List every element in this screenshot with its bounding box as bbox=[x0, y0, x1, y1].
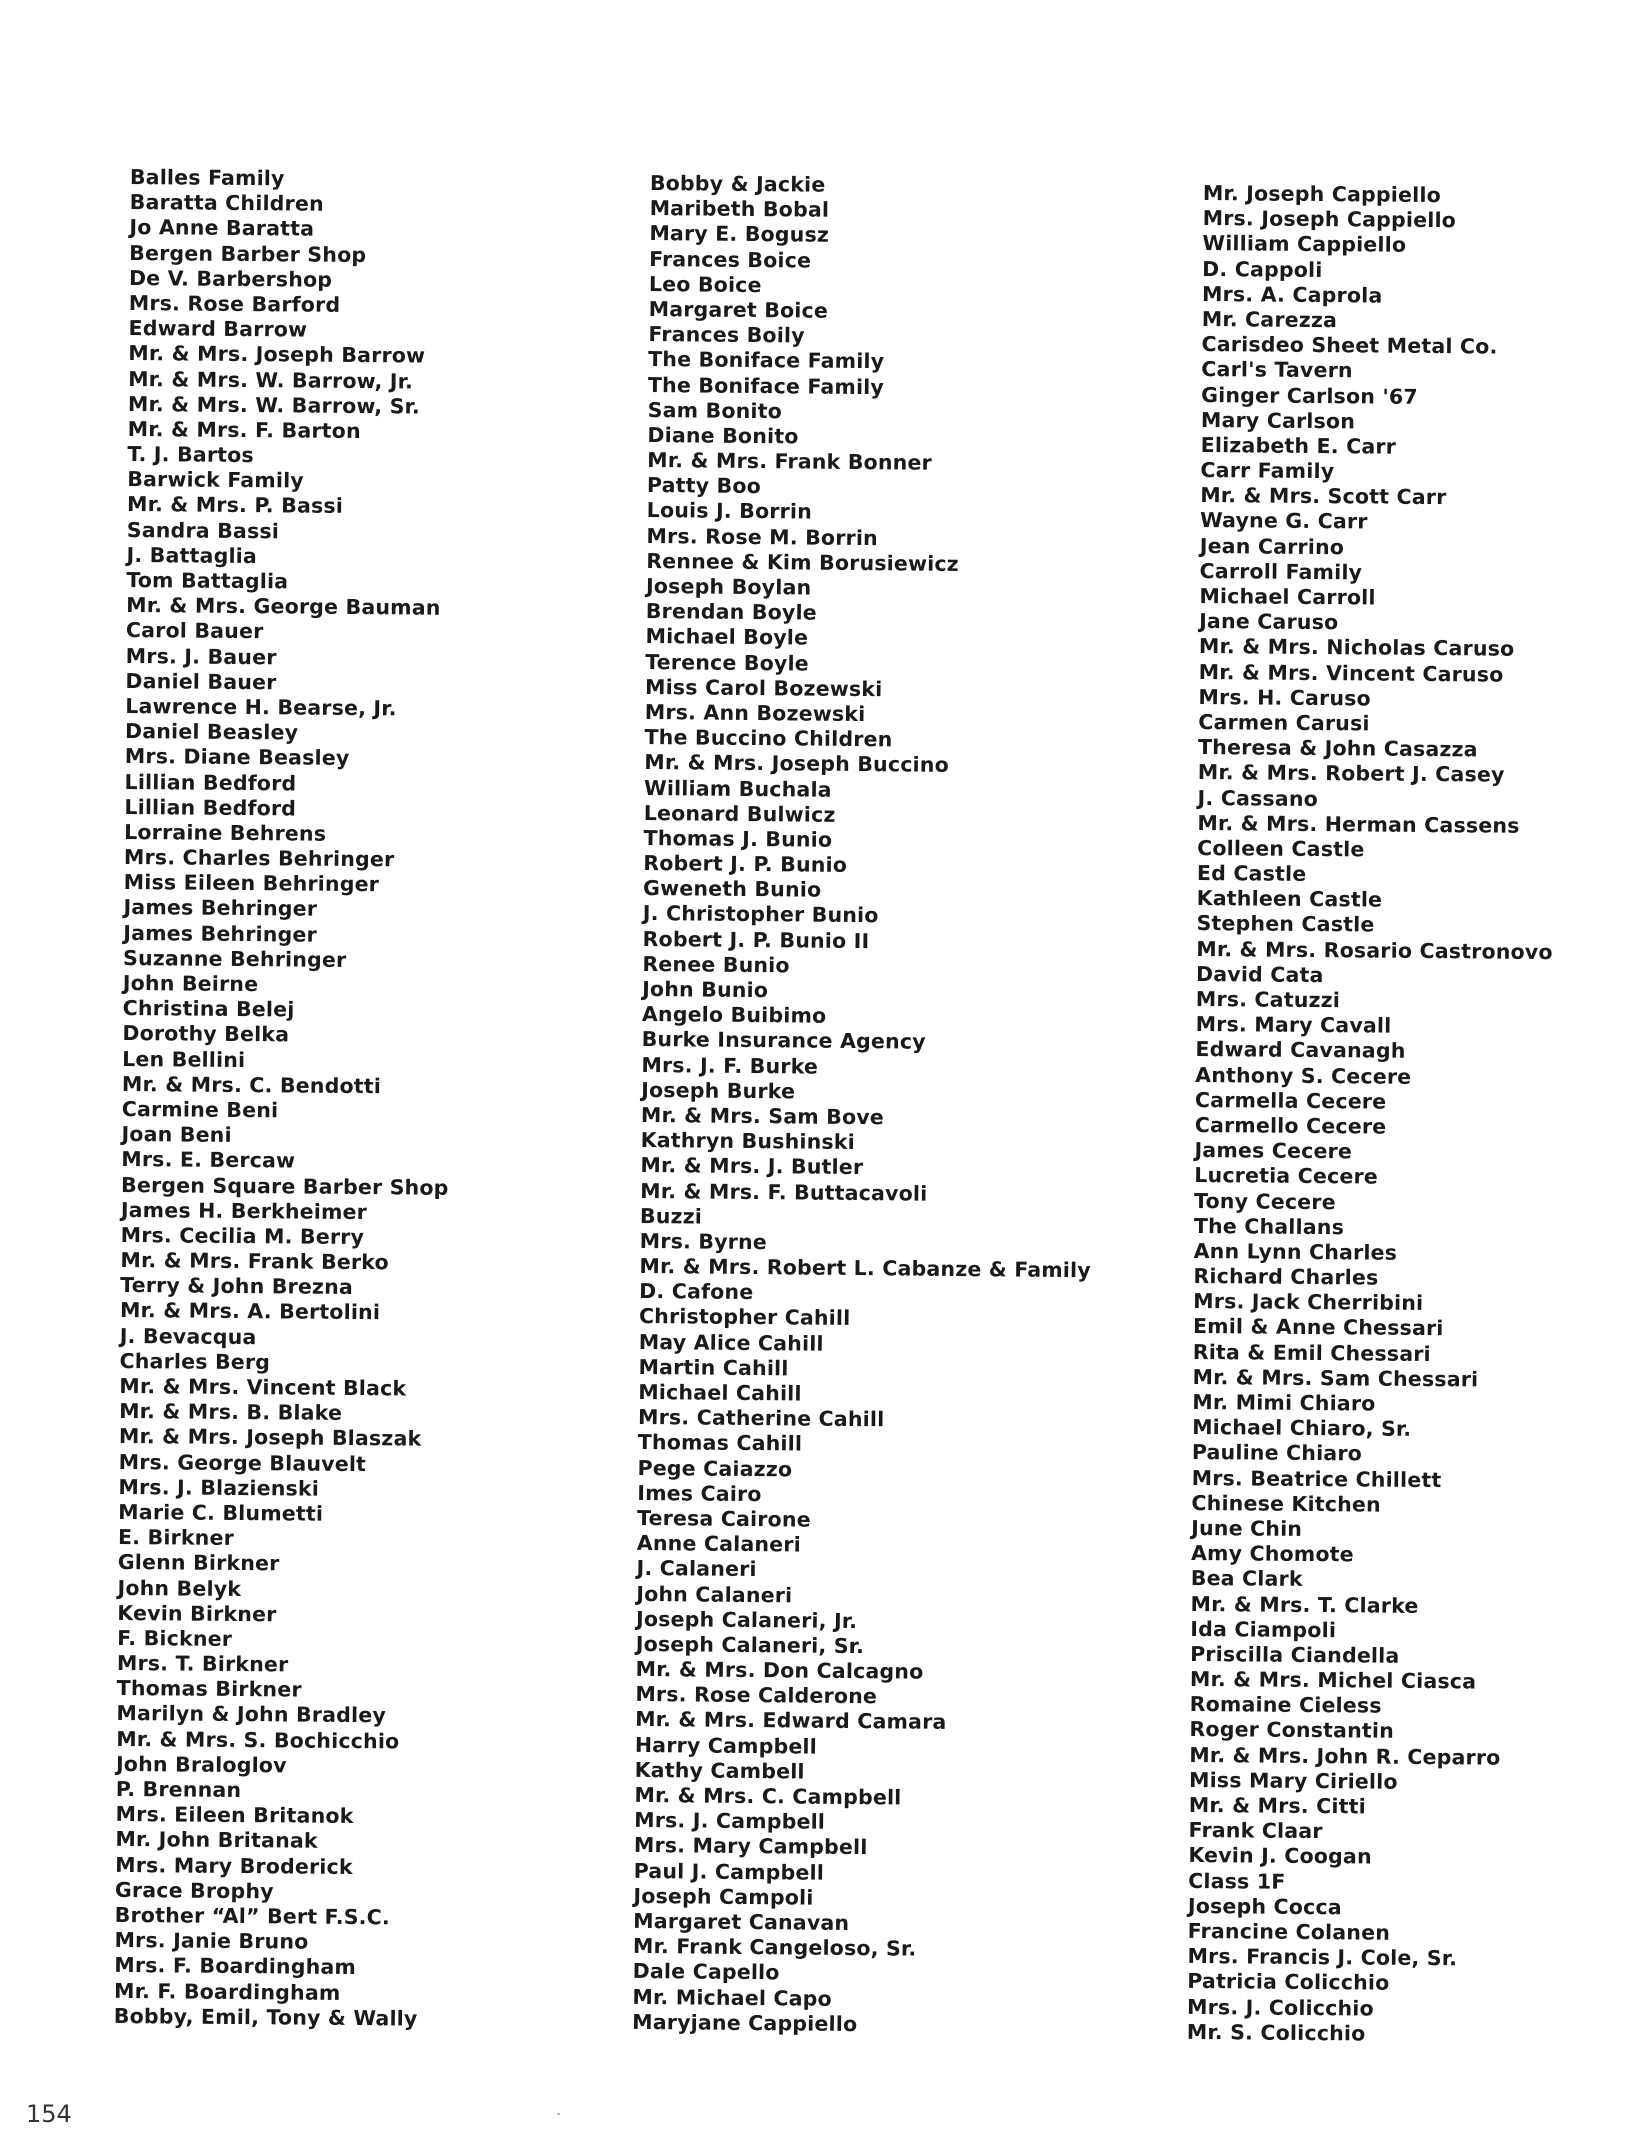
donor-name: Mary E. Bogusz bbox=[649, 221, 830, 248]
donor-name: John Belyk bbox=[117, 1575, 242, 1601]
donor-name: Mr. & Mrs. P. Bassi bbox=[126, 492, 344, 519]
donor-name: Priscilla Ciandella bbox=[1190, 1641, 1400, 1668]
donor-name: Harry Campbell bbox=[634, 1732, 818, 1759]
donor-name: Joseph Calaneri, Sr. bbox=[635, 1631, 865, 1658]
donor-name: Mr. & Mrs. Don Calcagno bbox=[635, 1656, 924, 1684]
donor-name: Mr. & Mrs. C. Bendotti bbox=[121, 1071, 382, 1098]
donor-name: Mr. & Mrs. Joseph Blaszak bbox=[118, 1424, 422, 1451]
donor-name: Terence Boyle bbox=[645, 649, 809, 676]
donor-name: Mr. & Mrs. Scott Carr bbox=[1200, 483, 1447, 510]
donor-name: Maryjane Cappiello bbox=[632, 2009, 858, 2036]
donor-name: De V. Barbershop bbox=[128, 265, 333, 292]
donor-name: Ed Castle bbox=[1196, 861, 1307, 886]
donor-name: Mr. & Mrs. S. Bochicchio bbox=[116, 1726, 400, 1754]
donor-name: Miss Carol Bozewski bbox=[644, 674, 883, 702]
donor-name: Mrs. Francis J. Cole, Sr. bbox=[1187, 1944, 1458, 1971]
donor-name: Mr. Frank Cangeloso, Sr. bbox=[632, 1934, 917, 1961]
donor-name: Frances Boice bbox=[649, 246, 812, 273]
donor-name: Mrs. E. Bercaw bbox=[121, 1147, 296, 1173]
donor-name: Imes Cairo bbox=[637, 1480, 762, 1506]
scan-speck bbox=[557, 2113, 560, 2115]
donor-name: Amy Chomote bbox=[1190, 1541, 1354, 1567]
donor-name: James Behringer bbox=[123, 920, 318, 947]
donor-name: Mrs. Janie Bruno bbox=[114, 1928, 309, 1954]
donor-name: Lawrence H. Bearse, Jr. bbox=[125, 693, 397, 721]
donor-name: Lillian Bedford bbox=[124, 769, 297, 795]
donor-name: Ann Lynn Charles bbox=[1193, 1238, 1398, 1265]
donor-name: Buzzi bbox=[639, 1203, 703, 1229]
donor-name: Michael Cahill bbox=[638, 1379, 802, 1406]
donor-name: Theresa & John Casazza bbox=[1197, 735, 1478, 762]
donor-name: P. Brennan bbox=[115, 1776, 242, 1803]
page-number: 154 bbox=[26, 2100, 72, 2128]
donor-name: Mr. & Mrs. Frank Berko bbox=[120, 1248, 389, 1275]
donor-name: J. Calaneri bbox=[636, 1556, 757, 1582]
donor-name: Thomas Cahill bbox=[637, 1430, 803, 1456]
donor-name: Mrs. Ann Bozewski bbox=[644, 699, 866, 727]
donor-name: Mr. & Mrs. Rosario Castronovo bbox=[1196, 936, 1553, 964]
donor-name: William Cappiello bbox=[1202, 231, 1407, 258]
donor-name: Mrs. Mary Campbell bbox=[633, 1833, 868, 1860]
donor-name: Mr. John Britanak bbox=[115, 1827, 318, 1854]
donor-name: Christopher Cahill bbox=[638, 1304, 851, 1331]
donor-name: Ida Ciampoli bbox=[1190, 1616, 1337, 1642]
donor-name: Dale Capello bbox=[632, 1959, 780, 1985]
donor-name: D. Cafone bbox=[639, 1279, 754, 1305]
donor-name: Leo Boice bbox=[648, 271, 762, 297]
donor-name: Thomas Birkner bbox=[116, 1676, 302, 1702]
donor-name: Mr. & Mrs. Michel Ciasca bbox=[1189, 1667, 1477, 1694]
donor-name: Miss Eileen Behringer bbox=[123, 870, 380, 897]
donor-name: Mrs. Diane Beasley bbox=[124, 744, 350, 771]
donor-name: James Behringer bbox=[123, 895, 318, 922]
donor-name: Patty Boo bbox=[646, 473, 762, 499]
donor-name: James H. Berkheimer bbox=[120, 1197, 368, 1224]
donor-name: The Boniface Family bbox=[647, 372, 885, 399]
donor-name: Joseph Cocca bbox=[1187, 1893, 1342, 1920]
donor-name: Diane Bonito bbox=[647, 422, 799, 449]
donor-name: Chinese Kitchen bbox=[1191, 1490, 1381, 1517]
donor-name: Class 1F bbox=[1188, 1868, 1286, 1894]
donor-name: Mr. & Mrs. W. Barrow, Sr. bbox=[127, 391, 421, 419]
donor-name: Michael Boyle bbox=[645, 624, 809, 650]
donor-name: Carmella Cecere bbox=[1194, 1087, 1387, 1114]
donor-name: Roger Constantin bbox=[1189, 1717, 1395, 1744]
donor-name: Balles Family bbox=[129, 165, 285, 191]
donor-name: Burke Insurance Agency bbox=[641, 1027, 926, 1055]
donor-name: Martin Cahill bbox=[638, 1354, 789, 1381]
donor-name: The Buccino Children bbox=[644, 725, 893, 752]
donor-name: Jean Carrino bbox=[1199, 533, 1345, 559]
donor-name: Mrs. Joseph Cappiello bbox=[1202, 206, 1457, 233]
donor-name: Christina Belej bbox=[122, 996, 295, 1022]
donor-name: Mr. & Mrs. Nicholas Caruso bbox=[1198, 634, 1515, 662]
donor-name: Terry & John Brezna bbox=[120, 1273, 354, 1300]
donor-name: Bergen Square Barber Shop bbox=[120, 1172, 449, 1200]
donor-name: Kathy Cambell bbox=[634, 1757, 805, 1784]
donor-name: Emil & Anne Chessari bbox=[1192, 1314, 1444, 1341]
donor-name: F. Bickner bbox=[117, 1625, 233, 1651]
donor-name: Mrs. Beatrice Chillett bbox=[1191, 1465, 1442, 1492]
donor-name: Marilyn & John Bradley bbox=[116, 1701, 387, 1728]
donor-name: Mr. S. Colicchio bbox=[1186, 2019, 1366, 2046]
donor-name: Mrs. Mary Broderick bbox=[115, 1852, 353, 1879]
donor-name: Mrs. Rose Calderone bbox=[635, 1682, 878, 1709]
donor-name: Mr. & Mrs. F. Barton bbox=[127, 416, 361, 443]
donor-name: Joseph Calaneri, Jr. bbox=[635, 1606, 858, 1633]
donor-name: Dorothy Belka bbox=[122, 1021, 290, 1047]
donor-name: Baratta Children bbox=[129, 190, 324, 216]
donor-name: T. J. Bartos bbox=[127, 442, 254, 468]
donor-name: Mrs. H. Caruso bbox=[1198, 684, 1371, 711]
donor-name: Carmine Beni bbox=[121, 1096, 279, 1123]
donor-name: The Boniface Family bbox=[648, 347, 885, 374]
donor-name: Kevin J. Coogan bbox=[1188, 1843, 1372, 1869]
donor-name: Jane Caruso bbox=[1199, 609, 1339, 635]
donor-name: James Cecere bbox=[1194, 1138, 1353, 1164]
donor-name: Anthony S. Cecere bbox=[1195, 1062, 1412, 1089]
donor-name: Grace Brophy bbox=[114, 1877, 274, 1904]
donor-name: Mrs. George Blauvelt bbox=[118, 1449, 367, 1476]
donor-name: Mrs. J. Bauer bbox=[125, 643, 277, 669]
donor-name: Edward Cavanagh bbox=[1195, 1037, 1406, 1064]
donor-name: J. Bevacqua bbox=[119, 1323, 257, 1349]
donor-name: Mr. & Mrs. Sam Bove bbox=[640, 1102, 885, 1130]
donor-name: Mr. & Mrs. C. Campbell bbox=[634, 1782, 902, 1810]
donor-name: Anne Calaneri bbox=[636, 1531, 802, 1557]
donor-name: Brendan Boyle bbox=[645, 599, 817, 625]
donor-name: Mr. & Mrs. Vincent Caruso bbox=[1198, 659, 1504, 687]
donor-name: Mr. & Mrs. Robert J. Casey bbox=[1197, 760, 1505, 787]
donor-name: J. Battaglia bbox=[126, 542, 258, 568]
donor-name: Paul J. Campbell bbox=[633, 1858, 825, 1885]
donor-name: Mr. Michael Capo bbox=[632, 1984, 833, 2011]
donor-name: Carmello Cecere bbox=[1194, 1112, 1387, 1139]
donor-name: Mr. & Mrs. Frank Bonner bbox=[647, 448, 933, 475]
donor-name: Mr. F. Boardingham bbox=[113, 1978, 341, 2005]
donor-column-1 bbox=[114, 165, 458, 2032]
donor-name: E. Birkner bbox=[117, 1525, 235, 1551]
donor-name: Robert J. P. Bunio bbox=[643, 851, 848, 877]
donor-name: Pege Caiazzo bbox=[637, 1455, 793, 1481]
donor-name: Mr. & Mrs. T. Clarke bbox=[1190, 1591, 1419, 1618]
donor-name: Mr. & Mrs. Joseph Barrow bbox=[128, 341, 426, 368]
donor-name: Mary Carlson bbox=[1200, 407, 1356, 434]
donor-name: Edward Barrow bbox=[128, 316, 308, 342]
donor-name: Mr. & Mrs. Vincent Black bbox=[119, 1373, 407, 1401]
donor-name: Wayne G. Carr bbox=[1199, 508, 1368, 534]
donor-name: Carl's Tavern bbox=[1201, 357, 1353, 383]
donor-name: Barwick Family bbox=[127, 467, 305, 493]
donor-name: Kathleen Castle bbox=[1196, 886, 1383, 912]
donor-name: John Calaneri bbox=[636, 1581, 793, 1607]
donor-name: Bobby, Emil, Tony & Wally bbox=[113, 2003, 418, 2031]
donor-name: Tom Battaglia bbox=[126, 567, 289, 594]
donor-name: John Beirne bbox=[122, 970, 259, 997]
donor-name: Mr. & Mrs. A. Bertolini bbox=[119, 1298, 381, 1325]
donor-name: Joseph Campoli bbox=[633, 1883, 814, 1910]
donor-name: D. Cappoli bbox=[1202, 256, 1323, 282]
donor-name: Michael Chiaro, Sr. bbox=[1192, 1415, 1412, 1442]
donor-name: Sandra Bassi bbox=[126, 517, 280, 543]
donor-name: Glenn Birkner bbox=[117, 1550, 280, 1576]
donor-name: Mr. & Mrs. John R. Ceparro bbox=[1189, 1742, 1501, 1770]
donor-name: Maribeth Bobal bbox=[649, 196, 830, 222]
donor-name: Angelo Buibimo bbox=[641, 1002, 827, 1028]
donor-name: June Chin bbox=[1191, 1515, 1303, 1541]
donor-name: Mr. & Mrs. F. Buttacavoli bbox=[640, 1178, 928, 1206]
donor-name: Pauline Chiaro bbox=[1191, 1440, 1363, 1466]
donor-name: Richard Charles bbox=[1193, 1264, 1379, 1290]
donor-name: Mrs. F. Boardingham bbox=[114, 1953, 357, 1980]
donor-name: Mrs. Byrne bbox=[639, 1228, 768, 1255]
donor-name: Kevin Birkner bbox=[117, 1600, 277, 1627]
donor-name: Robert J. P. Bunio II bbox=[642, 926, 870, 953]
donor-name: Mr. & Mrs. J. Butler bbox=[640, 1153, 864, 1180]
donor-name: Mrs. J. F. Burke bbox=[641, 1052, 819, 1079]
donor-name: Margaret Boice bbox=[648, 296, 829, 323]
donor-name: Lucretia Cecere bbox=[1194, 1163, 1379, 1189]
donor-name: Patricia Colicchio bbox=[1187, 1969, 1390, 1996]
donor-name: John Braloglov bbox=[115, 1751, 287, 1778]
donor-name: Margaret Canavan bbox=[633, 1908, 850, 1935]
donor-name: Len Bellini bbox=[122, 1046, 246, 1072]
donor-column-2 bbox=[632, 171, 1101, 2039]
donor-name: Mrs. J. Colicchio bbox=[1186, 1994, 1374, 2021]
donor-name: Jo Anne Baratta bbox=[129, 215, 315, 241]
donor-name: Renee Bunio bbox=[642, 951, 790, 978]
donor-name: Mr. & Mrs. W. Barrow, Jr. bbox=[128, 366, 414, 393]
donor-name: J. Christopher Bunio bbox=[642, 901, 879, 928]
donor-name: Frances Boily bbox=[648, 322, 805, 348]
donor-name: Joseph Burke bbox=[641, 1077, 796, 1104]
donor-name: Mr. & Mrs. B. Blake bbox=[119, 1399, 343, 1426]
donor-name: Mr. & Mrs. George Bauman bbox=[126, 593, 441, 620]
donor-name: The Challans bbox=[1193, 1213, 1345, 1239]
donor-name: Elizabeth E. Carr bbox=[1200, 432, 1397, 459]
donor-name: Mr. Mimi Chiaro bbox=[1192, 1389, 1376, 1416]
donor-name: Mrs. Rose M. Borrin bbox=[646, 523, 879, 550]
donor-name: Joseph Boylan bbox=[645, 573, 812, 600]
donor-name: Mr. Joseph Cappiello bbox=[1202, 181, 1442, 208]
donor-name: Mr. & Mrs. Joseph Buccino bbox=[644, 750, 950, 778]
donor-name: Mr. Carezza bbox=[1201, 306, 1338, 333]
donor-name: Mrs. J. Blazienski bbox=[118, 1474, 320, 1501]
donor-name: Bergen Barber Shop bbox=[129, 240, 367, 267]
donor-name: Suzanne Behringer bbox=[122, 945, 347, 972]
donor-name: Teresa Cairone bbox=[636, 1505, 811, 1532]
donor-name: Lillian Bedford bbox=[124, 794, 297, 821]
donor-name: Rita & Emil Chessari bbox=[1192, 1339, 1431, 1366]
donor-name: Carol Bauer bbox=[125, 618, 264, 644]
donor-name: Carmen Carusi bbox=[1198, 709, 1370, 736]
donor-name: Daniel Bauer bbox=[125, 668, 277, 695]
donor-name: Mrs. A. Caprola bbox=[1201, 281, 1383, 308]
donor-name: Thomas J. Bunio bbox=[643, 825, 833, 852]
donor-name: Bobby & Jackie bbox=[649, 171, 826, 197]
donor-name: John Bunio bbox=[642, 976, 769, 1003]
donor-name: Mrs. Cecilia M. Berry bbox=[120, 1222, 365, 1249]
donor-name: Mrs. Charles Behringer bbox=[123, 845, 395, 872]
donor-name: David Cata bbox=[1195, 961, 1324, 987]
donor-name: Marie C. Blumetti bbox=[118, 1499, 324, 1526]
donor-name: Frank Claar bbox=[1188, 1818, 1323, 1844]
donor-name: Romaine Cieless bbox=[1189, 1692, 1382, 1718]
donor-name: Michael Carroll bbox=[1199, 583, 1376, 610]
donor-name: Mr. & Mrs. Robert L. Cabanze & Family bbox=[639, 1254, 1092, 1283]
donor-name: Gweneth Bunio bbox=[642, 876, 822, 902]
donor-name: Miss Mary Ciriello bbox=[1188, 1767, 1398, 1794]
donor-name: Ginger Carlson '67 bbox=[1201, 382, 1418, 409]
donor-name: Mrs. Eileen Britanok bbox=[115, 1802, 354, 1829]
donor-name: Sam Bonito bbox=[647, 397, 783, 423]
donor-name: Charles Berg bbox=[119, 1348, 271, 1375]
donor-column-3 bbox=[1187, 181, 1560, 2048]
donor-name: Kathryn Bushinski bbox=[640, 1128, 856, 1155]
donor-name: Stephen Castle bbox=[1196, 911, 1375, 937]
donor-name: Carisdeo Sheet Metal Co. bbox=[1201, 332, 1498, 359]
donor-name: Bea Clark bbox=[1190, 1566, 1303, 1592]
donor-name: Mr. & Mrs. Sam Chessari bbox=[1192, 1364, 1479, 1392]
donor-name: Joan Beni bbox=[121, 1122, 232, 1148]
donor-name: Leonard Bulwicz bbox=[643, 800, 836, 827]
donor-name: Colleen Castle bbox=[1197, 835, 1365, 862]
donor-name: Daniel Beasley bbox=[124, 719, 299, 745]
donor-name: Lorraine Behrens bbox=[124, 819, 327, 846]
donor-name: Tony Cecere bbox=[1193, 1188, 1336, 1214]
donor-name: Mrs. Mary Cavall bbox=[1195, 1012, 1392, 1038]
donor-name: Carr Family bbox=[1200, 458, 1335, 484]
donor-name: Francine Colanen bbox=[1187, 1918, 1391, 1945]
donor-name: J. Cassano bbox=[1197, 785, 1319, 811]
donor-name: Mrs. Catherine Cahill bbox=[637, 1405, 885, 1432]
donor-name: Carroll Family bbox=[1199, 558, 1363, 585]
donor-name: Brother “Al” Bert F.S.C. bbox=[114, 1902, 391, 1930]
donor-name: Mr. & Mrs. Edward Camara bbox=[635, 1707, 947, 1735]
donor-name: May Alice Cahill bbox=[638, 1329, 824, 1356]
donor-name: Mrs. Jack Cherribini bbox=[1193, 1289, 1424, 1316]
donor-name: Louis J. Borrin bbox=[646, 498, 813, 525]
donor-name: Mrs. T. Birkner bbox=[116, 1651, 289, 1677]
donor-name: Mrs. J. Campbell bbox=[634, 1808, 826, 1834]
donor-name: Mrs. Rose Barford bbox=[128, 290, 341, 317]
donor-name: Mr. & Mrs. Herman Cassens bbox=[1197, 810, 1520, 838]
donor-name: Mr. & Mrs. Citti bbox=[1188, 1792, 1366, 1819]
donor-name: Mrs. Catuzzi bbox=[1195, 986, 1341, 1013]
donor-name: William Buchala bbox=[643, 775, 832, 802]
donor-name: Rennee & Kim Borusiewicz bbox=[646, 548, 959, 576]
